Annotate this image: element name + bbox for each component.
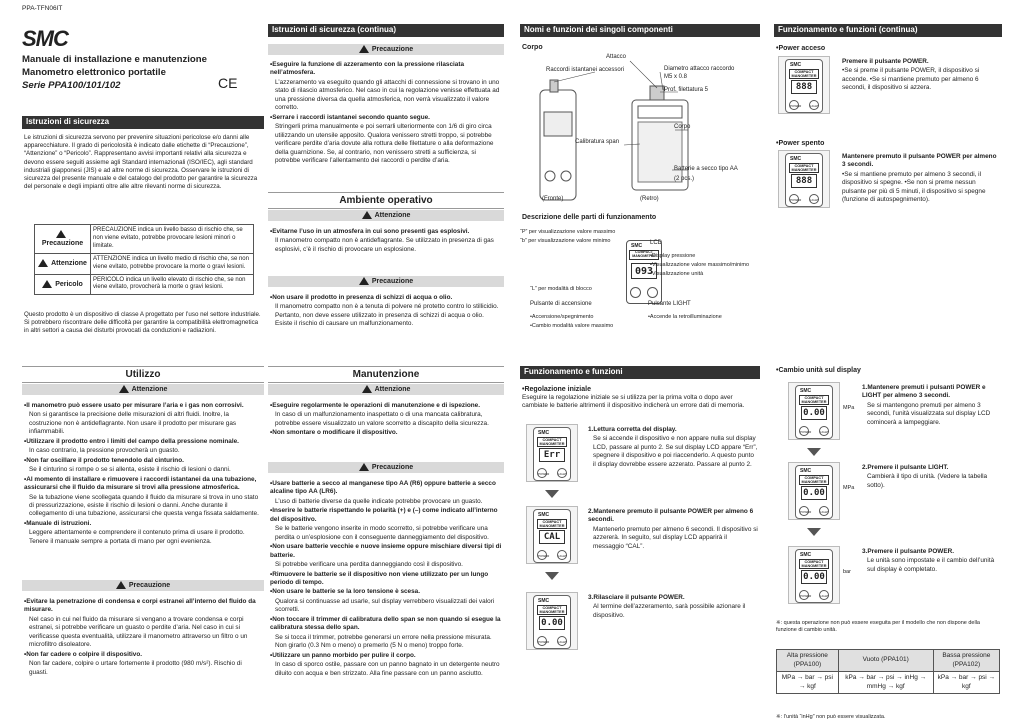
label-lcd1: •Display pressione	[650, 253, 696, 259]
note-2: ※: l’unità “inHg” non può essere visualizzata.	[776, 714, 886, 720]
device-label: COMPACT MANOMETER	[537, 605, 567, 615]
funz-header: Funzionamento e funzioni	[520, 366, 760, 379]
label-lcd: LCD	[650, 240, 663, 246]
label-light1: •Accende la retroilluminazione	[648, 314, 722, 320]
power-button[interactable]: POWER	[799, 506, 809, 516]
power-button[interactable]: POWER	[537, 468, 547, 478]
table-row	[777, 672, 1000, 694]
item-heading: •Non usare le batterie se la loro tensione è scesa.	[270, 588, 420, 596]
acceso-title: •Power acceso	[776, 45, 826, 52]
device-logo: SMC	[538, 430, 550, 436]
man-att-items	[270, 402, 502, 439]
level-label: Attenzione	[35, 253, 91, 274]
man-attenzione-head: Attenzione	[268, 384, 504, 395]
power-button[interactable]	[630, 287, 641, 298]
item-text: Si potrebbe verificare una perdita danneggiando così il dispositivo.	[275, 561, 463, 569]
item-text: Mantenerlo premuto per almeno 6 secondi. Il dispositivo si azzererà. In seguito, sul display LCD apparirà il messaggio “CAL”.	[593, 525, 758, 550]
device-illustration	[788, 382, 855, 440]
col2-items	[270, 61, 502, 166]
device-label: COMPACT MANOMETER	[789, 163, 819, 173]
warning-icon	[362, 211, 372, 219]
light-button[interactable]: LIGHT	[557, 550, 567, 560]
device-logo: SMC	[800, 388, 812, 394]
safety-header	[22, 116, 264, 129]
item-heading: •Non far cadere o colpire il dispositivo.	[24, 650, 143, 658]
table-row	[35, 274, 254, 295]
item-text: •Se si mantiene premuto per almeno 3 secondi, il dispositivo si spegne. •Se non si preme nessun pulsante per più di 5 minuti, il dispositivo si spegne (funzione di autospegnimento).	[842, 170, 986, 204]
unit-label: MPa	[843, 485, 855, 491]
item-text: Le unità sono impostate e il cambio dell’unità sul display è completato.	[867, 557, 995, 573]
level-label: Precauzione	[35, 225, 91, 254]
table-cell: kPa → bar → psi → inHg → mmHg → kgf	[838, 672, 933, 694]
lcd-display: 0.00	[801, 570, 827, 584]
item-text: L’uso di batterie diverse da quelle indicate potrebbe provocare un guasto.	[275, 497, 483, 505]
item-heading: •Eseguire regolarmente le operazioni di manutenzione e di ispezione.	[270, 402, 480, 409]
lcd-display: 888	[791, 174, 817, 188]
warning-icon	[119, 385, 129, 393]
device-label: COMPACT MANOMETER	[789, 69, 819, 79]
device-logo: SMC	[790, 62, 802, 68]
man-prec-items	[270, 480, 502, 679]
light-button[interactable]: LIGHT	[557, 636, 567, 646]
step-text	[862, 548, 1000, 575]
item-heading: •Non toccare il trimmer di calibratura dello span se non quando si esegue la calibratura stessa dello span.	[270, 615, 501, 632]
power-button[interactable]: POWER	[537, 636, 547, 646]
col2-precauzione-head: Precauzione	[268, 44, 504, 55]
table-row	[35, 225, 254, 254]
doc-series: Serie PPA100/101/102	[22, 80, 121, 91]
item-heading: Mantenere premuto il pulsante POWER per almeno 3 secondi.	[842, 153, 997, 169]
label-raccordi: Raccordi istantanei accessori	[546, 67, 625, 73]
warning-icon	[38, 259, 48, 267]
item-heading: 2.Mantenere premuto il pulsante POWER per almeno 6 secondi.	[588, 508, 754, 524]
device-logo: SMC	[538, 512, 550, 518]
item-heading: •Utilizzare un panno morbido per pulire il corpo.	[270, 651, 416, 659]
device-label: COMPACT MANOMETER	[799, 559, 829, 569]
label-m5: M5 x 0.8	[664, 74, 688, 80]
utilizzo-items	[24, 402, 262, 547]
ambiente-prec-items	[270, 294, 502, 330]
device-back-drawing	[632, 86, 691, 190]
label-lcd3: •Visualizzazione unità	[650, 271, 704, 277]
lcd-display: CAL	[539, 530, 565, 544]
item-heading: •Non usare il prodotto in presenza di schizzi di acqua o olio.	[270, 294, 453, 301]
lcd-display: 0.00	[801, 406, 827, 420]
col2-header: Istruzioni di sicurezza (continua)	[268, 24, 504, 37]
light-button[interactable]: LIGHT	[819, 590, 829, 600]
step-text	[588, 594, 758, 621]
item-text: In caso di un malfunzionamento inaspettato o di una mancata calibratura, potrebbe essere visualizzato un valore scorretto a discapito della sicurezza.	[275, 411, 489, 427]
level-text: PERICOLO indica un livello elevato di rischio che, se non viene evitato, provocherà la morte o gravi lesioni.	[91, 274, 254, 295]
light-button[interactable]: LIGHT	[819, 506, 829, 516]
safety-intro: Le istruzioni di sicurezza servono per prevenire situazioni pericolose e/o danni alle apparecchiature. Il grado di pericolosità è indicato dalle etichette di “Precauzione”, “Attenzione” o “Pericolo”. Rappresentano avvisi importanti relativi alla sicurezza e devono essere seguiti assieme agli Standard internazionali (ISO/IEC), agli standard industriali giapponesi (JIS) e ad altre norme di sicurezza. Osservare le istruzioni di sicurezza del presente manuale e del catalogo del prodotto per garantire la sicurezza del personale e degli impianti oltre alle altre rilevanti norme di sicurezza.	[24, 134, 258, 191]
item-text: Se le batterie vengono inserite in modo scorretto, si potrebbe verificare una perdita o un’esplosione con il conseguente danneggiamento del dispositivo.	[275, 525, 489, 541]
table-cell: kPa → bar → psi → kgf	[933, 672, 999, 694]
label-b-min: “b” per visualizzazione valore minimo	[520, 238, 611, 244]
item-heading: •Rimuovere le batterie se il dispositivo non viene utilizzato per un lungo periodo di tempo.	[270, 570, 489, 586]
unit-label: MPa	[843, 405, 855, 411]
item-heading: •Evitare la penetrazione di condensa e corpi estranei all’interno del fluido da misurare.	[24, 598, 256, 614]
table-header: Bassa pressione (PPA102)	[933, 650, 999, 672]
device-illustration	[526, 592, 578, 650]
item-heading: •Eseguire la funzione di azzeramento con la pressione rilasciata nell’atmosfera.	[270, 61, 465, 77]
item-text: Non far cadere, colpire o urtare fortemente il prodotto (980 m/s²). Rischio di guasti.	[29, 660, 242, 676]
warning-icon	[359, 463, 369, 471]
device-label: COMPACT MANOMETER	[629, 250, 659, 260]
item-text: Il manometro compatto non è antideflagrante. Se utilizzato in presenza di gas esplosivi, c’è il rischio di provocare un esplosione.	[275, 237, 494, 253]
step-text	[588, 508, 758, 552]
ambiente-items	[270, 228, 502, 255]
corpo-title: Corpo	[522, 44, 543, 51]
lcd-display: Err	[539, 448, 565, 462]
light-button[interactable]: LIGHT	[809, 194, 819, 204]
item-heading: 3.Premere il pulsante POWER.	[862, 548, 954, 555]
item-text: Se si tocca il trimmer, potrebbe generarsi un errore nella pressione misurata. Non girarlo (0.3 Nm o meno) o premerlo (5 N o meno) troppo forte.	[275, 633, 492, 650]
lcd-display: 0.00	[539, 616, 565, 630]
light-button[interactable]: LIGHT	[557, 468, 567, 478]
label-p-max: “P” per visualizzazione valore massimo	[520, 229, 616, 235]
item-heading: •Manuale di istruzioni.	[24, 519, 92, 527]
label-prof: Prof. filettatura 5	[664, 87, 709, 93]
doc-id: PPA-TFN06IT	[22, 5, 63, 12]
label-attacco: Attacco	[606, 54, 627, 60]
device-label: COMPACT MANOMETER	[799, 395, 829, 405]
desc-title: Descrizione delle parti di funzionamento	[522, 214, 657, 221]
item-heading: 1.Lettura corretta del display.	[588, 426, 677, 433]
item-text: Qualora si continuasse ad usarle, sul display verrebbero visualizzati dei valori scorretti.	[275, 597, 495, 614]
arrow-down-icon	[545, 572, 559, 580]
unit-label: bar	[843, 569, 851, 575]
label-diametro: Diametro attacco raccordo	[664, 66, 735, 72]
power-button[interactable]: POWER	[799, 426, 809, 436]
spento-title: •Power spento	[776, 140, 825, 147]
label-power2: •Cambio modalità valore massimo	[530, 323, 614, 329]
manutenzione-title: Manutenzione	[268, 366, 504, 383]
device-illustration	[526, 506, 578, 564]
warning-icon	[42, 280, 52, 288]
power-button[interactable]: POWER	[789, 194, 799, 204]
table-row	[777, 650, 1000, 672]
item-heading: 3.Rilasciare il pulsante POWER.	[588, 594, 685, 601]
label-fronte: (Fronte)	[542, 196, 564, 202]
warning-icon	[359, 45, 369, 53]
item-text: Il manometro compatto non è a tenuta di polvere né protetto contro lo stillicidio. Pertanto, non deve essere utilizzato in presenza di schizzi di acqua o olio. Esiste il rischio di causare un malfunzionamento.	[275, 303, 499, 328]
level-label: Pericolo	[35, 274, 91, 295]
item-heading: •Evitarne l’uso in un atmosfera in cui sono presenti gas esplosivi.	[270, 228, 470, 235]
device-body	[533, 595, 571, 649]
lcd-display: 888	[791, 80, 817, 94]
item-text: L’azzeramento va eseguito quando gli attacchi di connessione si trovano in uno stato di rilascio atmosferico. Nel caso in cui la regolazione venisse effettuata ad una pressione diversa da quella atmosferica, non verrà visualizzato il valore corretto.	[275, 78, 500, 112]
utilizzo-items2	[24, 598, 262, 678]
unit-table	[776, 649, 1000, 694]
smc-logo: SMC	[22, 26, 68, 51]
arrow-down-icon	[807, 528, 821, 536]
item-heading: •Il manometro può essere usato per misurare l’aria e i gas non corrosivi.	[24, 402, 244, 409]
item-text: Leggere attentamente e comprendere il contenuto prima di usare il prodotto. Tenere il manuale sempre a portata di mano per ogni evenienza.	[29, 529, 245, 545]
power-button[interactable]: POWER	[537, 550, 547, 560]
lcd-display: 0.00	[801, 486, 827, 500]
item-heading: •Serrare i raccordi istantanei secondo quanto segue.	[270, 113, 430, 121]
item-text: Al termine dell’azzeramento, sarà possibile azionare il dispositivo.	[593, 603, 746, 619]
step-text	[862, 384, 1000, 428]
device-illustration	[526, 424, 578, 482]
ce-mark: CE	[218, 75, 238, 91]
device-logo: SMC	[800, 552, 812, 558]
light-button[interactable]: LIGHT	[809, 100, 819, 110]
item-heading: Premere il pulsante POWER.	[842, 58, 929, 65]
level-text: PRECAUZIONE indica un livello basso di rischio che, se non viene evitato, potrebbe provocare lesioni minori o limitate.	[91, 225, 254, 254]
device-logo: SMC	[538, 598, 550, 604]
item-text: Se si mantengono premuti per almeno 3 secondi, l’unità visualizzata sul display LCD comincerà a lampeggiare.	[867, 401, 991, 426]
item-heading: •Inserire le batterie rispettando le polarità (+) e (–) come indicato all’interno del dispositivo.	[270, 507, 498, 523]
step-text	[588, 426, 758, 470]
ambiente-title: Ambiente operativo	[268, 192, 504, 209]
device-body	[795, 465, 833, 519]
lcd-display: 093	[631, 263, 657, 279]
device-body	[795, 549, 833, 603]
label-lcd2: •Visualizzazione valore massimo/minimo	[650, 262, 750, 268]
item-text: In caso contrario, la pressione provocherà un guasto.	[29, 447, 180, 455]
warning-icon	[116, 581, 126, 589]
level-text: ATTENZIONE indica un livello medio di rischio che, se non viene evitato, potrebbe provocare la morte o gravi lesioni.	[91, 253, 254, 274]
man-precauzione-head: Precauzione	[268, 462, 504, 473]
item-text: •Se si preme il pulsante POWER, il dispositivo si accende. •Se si mantiene premuto per almeno 6 secondi, il dispositivo si azzera.	[842, 67, 980, 92]
item-text: Se si accende il dispositivo e non appare nulla sul display LCD, passare al punto 2. Se sul display LCD appare “Err”, spegnere il dispositivo e poi riaccenderlo. A questo punto il display dovrebbe essere azzerato. Passare al punto 2.	[593, 435, 758, 468]
device-illustration	[788, 546, 851, 604]
item-heading: •Non smontare o modificare il dispositivo.	[270, 429, 398, 437]
device-body	[795, 385, 833, 439]
item-text: Nel caso in cui nel fluido da misurare si vengano a trovare condensa e corpi estranei, si potrebbe verificare un guasto o perdite d’aria. Nel caso in cui si verificasse questa eventualità, utilizzare il manometro attraverso un filtro o un microfiltro disoleatore.	[29, 615, 248, 649]
item-heading: 2.Premere il pulsante LIGHT.	[862, 464, 949, 471]
power-button[interactable]: POWER	[789, 100, 799, 110]
warning-icon	[359, 277, 369, 285]
utilizzo-title: Utilizzo	[22, 366, 264, 383]
device-body	[533, 509, 571, 563]
ambiente-attenzione-head: Attenzione	[268, 210, 504, 221]
acceso-text	[842, 58, 1000, 94]
item-text: Se la tubazione viene scollegata quando il fluido da misurare si trova in uno stato di pressurizzazione, esiste il rischio di lesioni o danni. Anche durante il collegamento di una tubazione, assicurarsi che questa venga fissata saldamente.	[29, 493, 259, 518]
device-label: COMPACT MANOMETER	[799, 475, 829, 485]
label-power1: •Accensione/spegnimento	[530, 314, 594, 320]
device-illustration	[788, 462, 855, 520]
device-body	[785, 59, 823, 113]
light-button[interactable]	[647, 287, 658, 298]
col3-header: Nomi e funzioni dei singoli componenti	[520, 24, 760, 37]
table-cell: MPa → bar → psi → kgf	[777, 672, 839, 694]
label-light: Pulsante LIGHT	[648, 301, 691, 307]
reg-intro: Eseguire la regolazione iniziale se si utilizza per la prima volta o dopo aver cambiate le batterie altrimenti il dispositivo indicherà un errore dati di memoria.	[522, 394, 745, 410]
device-label: COMPACT MANOMETER	[537, 519, 567, 529]
device-logo: SMC	[790, 156, 802, 162]
item-heading: •Al momento di installare e rimuovere i raccordi istantanei da una tubazione, assicurarsi che il fluido da misurare si trovi alla pressione atmosferica.	[24, 475, 257, 492]
label-corpo: Corpo	[674, 124, 691, 130]
table-header: Alta pressione (PPA100)	[777, 650, 839, 672]
power-button[interactable]: POWER	[799, 590, 809, 600]
reg-title: •Regolazione iniziale	[522, 386, 591, 393]
spento-text	[842, 153, 1000, 206]
item-heading: •Non far oscillare il prodotto tenendolo dal cinturino.	[24, 456, 184, 464]
device-illustration	[778, 56, 830, 114]
warning-icon	[56, 230, 66, 238]
device-label: COMPACT MANOMETER	[537, 437, 567, 447]
safety-header-text: Istruzioni di sicurezza	[26, 117, 110, 127]
device-logo: SMC	[800, 468, 812, 474]
label-power: Pulsante di accensione	[530, 301, 592, 307]
arrow-down-icon	[545, 490, 559, 498]
doc-title-1: Manuale di installazione e manutenzione	[22, 54, 207, 65]
item-heading: 1.Mantenere premuti i pulsanti POWER e LIGHT per almeno 3 secondi.	[862, 384, 986, 400]
ambiente-precauzione-head: Precauzione	[268, 276, 504, 287]
table-header: Vuoto (PPA101)	[838, 650, 933, 672]
label-retro: (Retro)	[640, 196, 659, 202]
utilizzo-attenzione-head: Attenzione	[22, 384, 264, 395]
light-button[interactable]: LIGHT	[819, 426, 829, 436]
device-body	[533, 427, 571, 481]
device-illustration	[778, 150, 830, 208]
item-text: In caso di sporco ostile, passare con un panno bagnato in un detergente neutro diluito con acqua e ben strizzato. Alla fine passare con un panno asciutto.	[275, 661, 500, 677]
doc-title-2: Manometro elettronico portatile	[22, 67, 166, 78]
label-calib: Calibratura span	[575, 139, 620, 145]
step-text	[862, 464, 1000, 491]
item-heading: •Usare batterie a secco al manganese tipo AA (R6) oppure batterie a secco alcaline tipo AA (LR6).	[270, 480, 496, 496]
label-pcs: (2 pcs.)	[674, 176, 695, 182]
cambio-title: •Cambio unità sul display	[776, 367, 861, 374]
arrow-down-icon	[807, 448, 821, 456]
item-text: Stringerli prima manualmente e poi serrarli ulteriormente con 1/6 di giro circa utilizzando un utensile apposito. Qualora venissero stretti troppo, si potrebbe verificare perdite d’aria dovute alla rottura delle filettature o alla deformazione della guarnizione. Se, al contrario, non venissero stretti a sufficienza, si potrebbe verificare l’allentamento dei raccordi o perdite d’aria.	[275, 123, 494, 164]
utilizzo-precauzione-head: Precauzione	[22, 580, 264, 591]
label-batterie: Batterie a secco tipo AA	[674, 166, 738, 172]
col4-header: Funzionamento e funzioni (continua)	[774, 24, 1002, 37]
device-front-drawing	[540, 80, 576, 200]
item-text: Cambierà il tipo di unità. (Vedere la tabella sotto).	[867, 473, 988, 489]
item-heading: •Utilizzare il prodotto entro i limiti del campo della pressione nominale.	[24, 437, 239, 445]
device-logo: SMC	[631, 243, 643, 249]
safety-outro: Questo prodotto è un dispositivo di classe A progettato per l’uso nel settore industriale. Si potrebbero riscontrare delle difficoltà per garantire la compatibilità elettromagnetica in altri settori a causa dei disturbi provocati da conduzioni e radiazioni.	[24, 311, 261, 335]
device-body	[785, 153, 823, 207]
label-l-blocco: “L” per modalità di blocco	[530, 286, 592, 292]
safety-levels-table	[34, 224, 254, 295]
note-1: ※: questa operazione non può essere eseguita per il modello che non dispone della funzione di cambio unità.	[776, 620, 980, 634]
warning-icon	[362, 385, 372, 393]
table-row	[35, 253, 254, 274]
item-text: Non si garantisce la precisione delle misurazioni di altri fluidi. Inoltre, la costruzione non è antideflagrante. Non usare il prodotto per misurare gas infiammabili.	[29, 411, 237, 436]
item-text: Se il cinturino si rompe o se si allenta, esiste il rischio di lesioni o danni.	[29, 466, 231, 474]
item-heading: •Non usare batterie vecchie e nuove insieme oppure mischiare diversi tipi di batterie.	[270, 543, 502, 559]
